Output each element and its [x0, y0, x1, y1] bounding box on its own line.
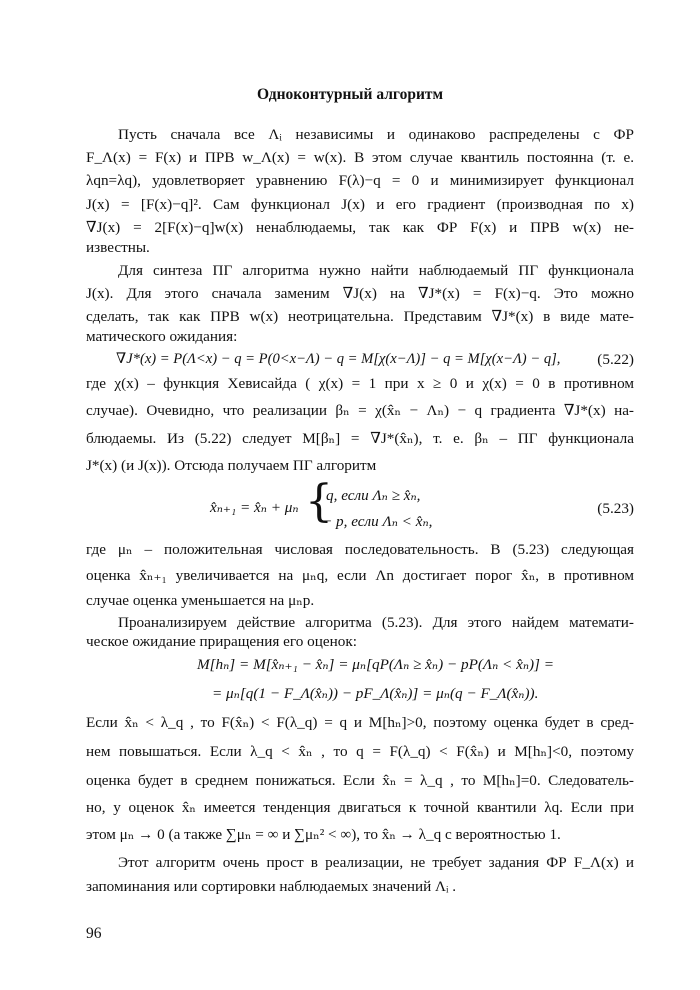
text-line: Пусть сначала все Λᵢ независимы и одинаково распределены с ФР [118, 126, 634, 143]
equation-5-22: ∇J*(x) = P(Λ<x) − q = P(0<x−Λ) − q = M[χ(x−Λ)] − q = M[χ(x−Λ) − q], [116, 351, 561, 367]
text-line: J(x) = [F(x)−q]². Сам функционал J(x) и его градиент (производная по x) [86, 196, 634, 213]
text-line: где χ(x) – функция Хевисайда ( χ(x) = 1 при x ≥ 0 и χ(x) = 0 в противном [86, 375, 634, 392]
equation-5-23-case-2: − p, если Λₙ < x̂ₙ, [322, 513, 433, 530]
equation-increment-1: M[hₙ] = M[x̂ₙ₊₁ − x̂ₙ] = μₙ[qP(Λₙ ≥ x̂ₙ) − pP(Λₙ < x̂ₙ)] = [197, 656, 554, 673]
text-line: Если x̂ₙ < λ_q , то F(x̂ₙ) < F(λ_q) = q и M[hₙ]>0, поэтому оценка будет в сред- [86, 714, 634, 731]
text-line: нем повышаться. Если λ_q < x̂ₙ , то q = F(λ_q) < F(x̂ₙ) и M[hₙ]<0, поэтому [86, 743, 634, 760]
text-line: запоминания или сортировки наблюдаемых значений Λᵢ . [86, 878, 457, 895]
equation-number: (5.22) [597, 351, 634, 368]
text-line: F_Λ(x) = F(x) и ПРВ w_Λ(x) = w(x). В этом случае квантиль постоянна (т. е. [86, 149, 634, 166]
equation-number: (5.23) [597, 500, 634, 517]
text-line: случае). Очевидно, что реализации βₙ = χ(x̂ₙ − Λₙ) − q градиента ∇J*(x) на- [86, 402, 634, 419]
text-line: сделать, так как ПРВ w(x) неотрицательна. Представим ∇J*(x) в виде мате- [86, 308, 634, 325]
text-line: ческое ожидание приращения его оценок: [86, 633, 357, 650]
text-line: Для синтеза ПГ алгоритма нужно найти наблюдаемый ПГ функционала [118, 262, 634, 279]
text-line: ∇J(x) = 2[F(x)−q]w(x) ненаблюдаемы, так как ФР F(x) и ПРВ w(x) не- [86, 219, 634, 236]
equation-5-23-lhs: x̂ₙ₊₁ = x̂ₙ + μₙ [210, 499, 299, 516]
page-number: 96 [86, 925, 102, 942]
text-line: J*(x) (и J(x)). Отсюда получаем ПГ алгоритм [86, 457, 377, 474]
text-line: оценка будет в среднем понижаться. Если x̂ₙ = λ_q , то M[hₙ]=0. Следователь- [86, 772, 634, 789]
text-line: но, у оценок x̂ₙ имеется тенденция двигаться к точной квантили λq. Если при [86, 799, 634, 816]
text-line: оценка x̂ₙ₊₁ увеличивается на μₙq, если Λn достигает порог x̂ₙ, в противном [86, 567, 634, 584]
text-line: где μₙ – положительная числовая последовательность. В (5.23) следующая [86, 541, 634, 558]
text-line: известны. [86, 239, 150, 256]
text-line: этом μₙ → 0 (а также ∑μₙ = ∞ и ∑μₙ² < ∞), то x̂ₙ → λ_q с вероятностью 1. [86, 826, 561, 843]
text-line: J(x). Для этого сначала заменим ∇J(x) на ∇J*(x) = F(x)−q. Это можно [86, 285, 634, 302]
left-brace: { [305, 476, 333, 527]
text-line: Этот алгоритм очень прост в реализации, не требует задания ФР F_Λ(x) и [118, 854, 634, 871]
text-line: случае оценка уменьшается на μₙp. [86, 592, 315, 609]
text-line: матического ожидания: [86, 328, 238, 345]
text-line: Проанализируем действие алгоритма (5.23). Для этого найдем математи- [118, 614, 634, 631]
text-line: блюдаемы. Из (5.22) следует M[βₙ] = ∇J*(x̂ₙ), т. е. βₙ – ПГ функционала [86, 430, 634, 447]
section-title: Одноконтурный алгоритм [256, 86, 444, 103]
equation-5-23-case-1: q, если Λₙ ≥ x̂ₙ, [326, 487, 421, 504]
text-line: λqn=λq), удовлетворяет уравнению F(λ)−q = 0 и минимизирует функционал [86, 172, 634, 189]
equation-increment-2: = μₙ[q(1 − F_Λ(x̂ₙ)) − pF_Λ(x̂ₙ)] = μₙ(q − F_Λ(x̂ₙ)). [212, 685, 539, 702]
